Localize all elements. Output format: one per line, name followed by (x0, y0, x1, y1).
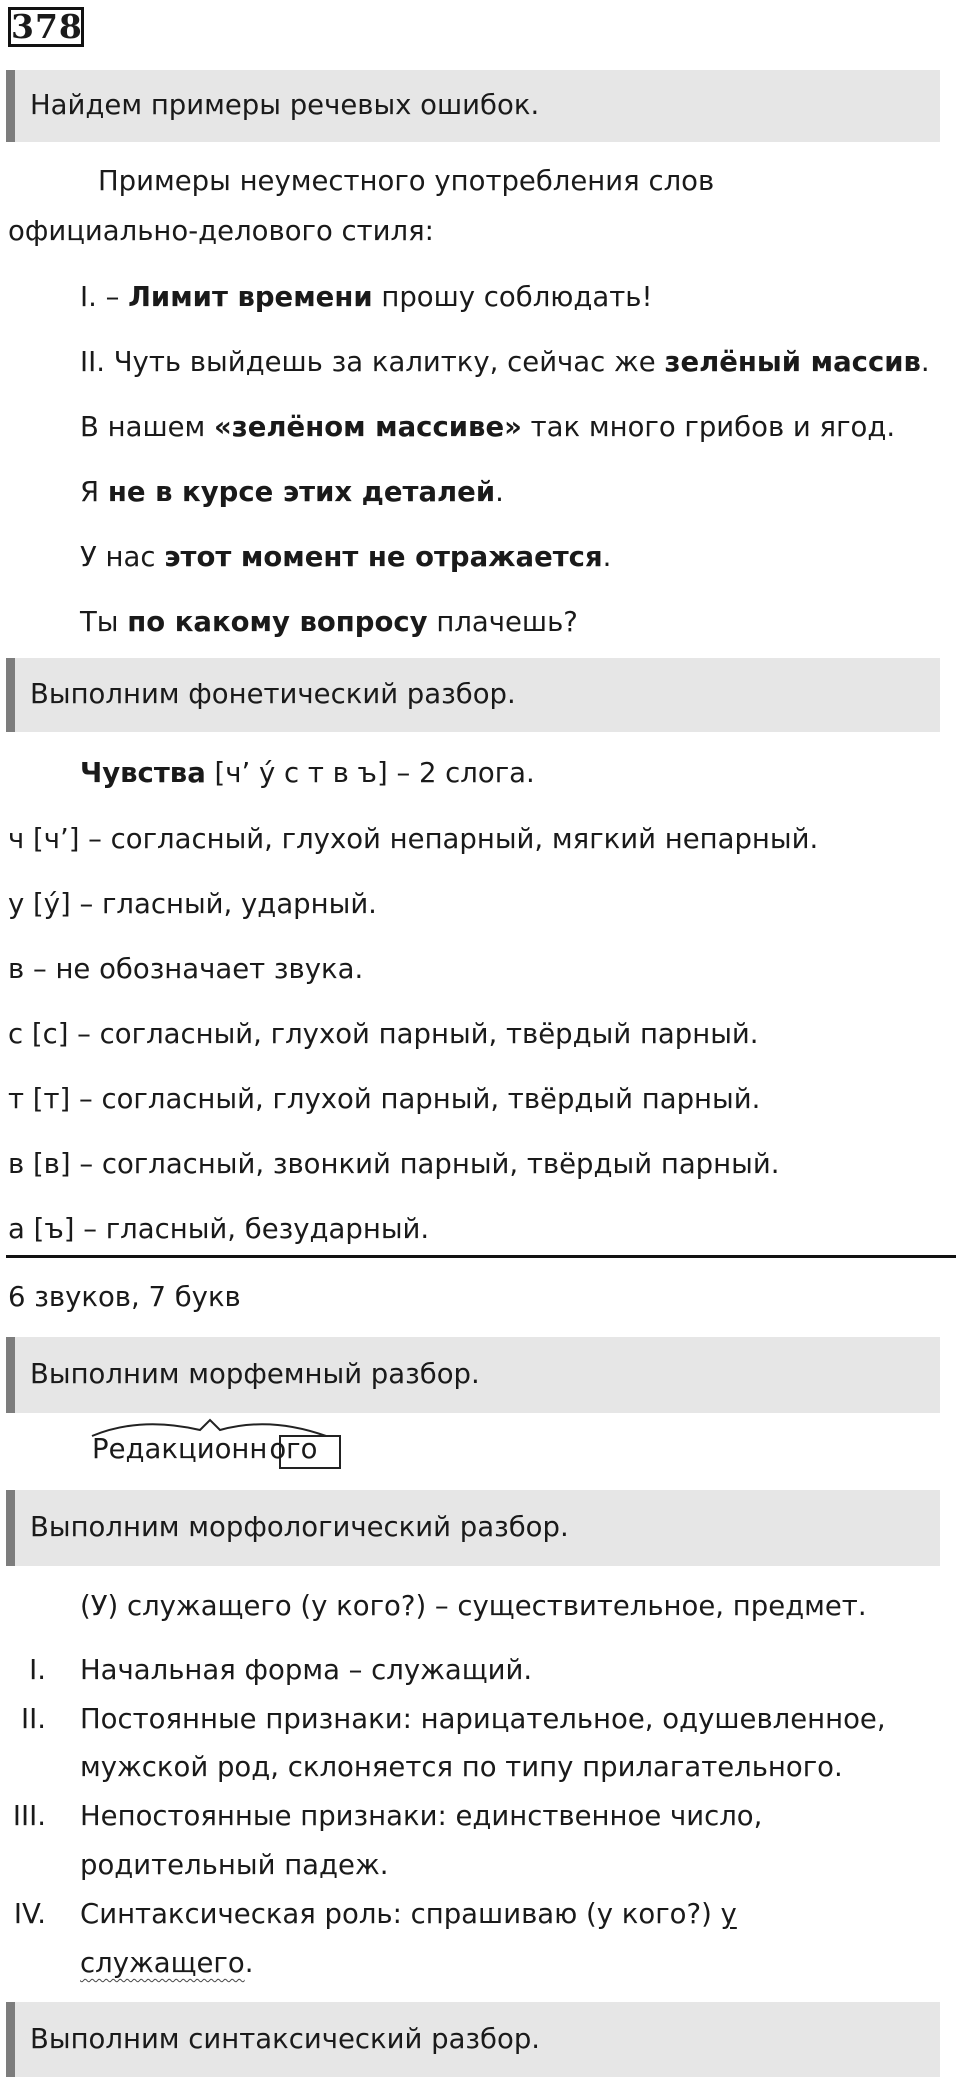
section-title: Выполним фонетический разбор. (30, 678, 516, 711)
phonetic-row: в – не обозначает звука. (8, 953, 364, 985)
error-example-2: II. Чуть выйдешь за калитку, сейчас же зелёный массив. (80, 346, 930, 378)
morpheme-word: Редакционного (92, 1433, 318, 1465)
morph-item-3-line1: Непостоянные признаки: единственное число, (80, 1800, 763, 1832)
morph-item-1: Начальная форма – служащий. (80, 1654, 533, 1686)
phonetic-summary: 6 звуков, 7 букв (8, 1281, 241, 1313)
error-example-1: I. – Лимит времени прошу соблюдать! (80, 281, 653, 313)
phonetic-word-line: Чувства [ч’ у́ с т в ъ] – 2 слога. (80, 757, 535, 789)
error-example-6: Ты по какому вопросу плачешь? (80, 606, 578, 638)
error-example-3: В нашем «зелёном массиве» так много грибов и ягод. (80, 411, 896, 443)
section-title: Выполним морфемный разбор. (30, 1358, 480, 1391)
section-title: Выполним синтаксический разбор. (30, 2022, 541, 2055)
section-header-syntactic (6, 2002, 940, 2077)
morph-item-4-line1: Синтаксическая роль: спрашиваю (у кого?) у (80, 1898, 737, 1930)
phonetic-row: у [у́] – гласный, ударный. (8, 888, 377, 920)
section-header-phonetic (6, 658, 940, 732)
list-number: I. (29, 1654, 46, 1686)
phonetic-row: т [т] – согласный, глухой парный, твёрдый парный. (8, 1083, 761, 1115)
morph-item-2-line2: мужской род, склоняется по типу прилагательного. (80, 1751, 843, 1783)
morpheme-diagram (90, 1418, 350, 1478)
section-header-morphological (6, 1490, 940, 1566)
errors-intro-line1: Примеры неуместного употребления слов (98, 165, 715, 197)
phonetic-row: с [с] – согласный, глухой парный, твёрдый парный. (8, 1018, 759, 1050)
divider-rule (6, 1255, 956, 1258)
morph-intro: (У) служащего (у кого?) – существительное, предмет. (80, 1590, 867, 1622)
phonetic-row: а [ъ] – гласный, безударный. (8, 1213, 430, 1245)
list-number: IV. (13, 1898, 46, 1930)
morph-item-4-line2: служащего. (80, 1947, 254, 1979)
morph-item-2-line1: Постоянные признаки: нарицательное, одушевленное, (80, 1703, 886, 1735)
task-number-badge: 378 (8, 7, 84, 47)
list-number: III. (12, 1800, 46, 1832)
section-title: Найдем примеры речевых ошибок. (30, 89, 540, 122)
section-title: Выполним морфологический разбор. (30, 1511, 569, 1544)
error-example-4: Я не в курсе этих деталей. (80, 476, 504, 508)
errors-intro-line2: официально-делового стиля: (8, 215, 434, 247)
section-header-speech-errors (6, 70, 940, 142)
section-header-morphemic (6, 1337, 940, 1413)
phonetic-row: в [в] – согласный, звонкий парный, твёрдый парный. (8, 1148, 780, 1180)
phonetic-row: ч [ч’] – согласный, глухой непарный, мягкий непарный. (8, 823, 819, 855)
error-example-5: У нас этот момент не отражается. (80, 541, 612, 573)
list-number: II. (21, 1703, 46, 1735)
morph-item-3-line2: родительный падеж. (80, 1849, 389, 1881)
